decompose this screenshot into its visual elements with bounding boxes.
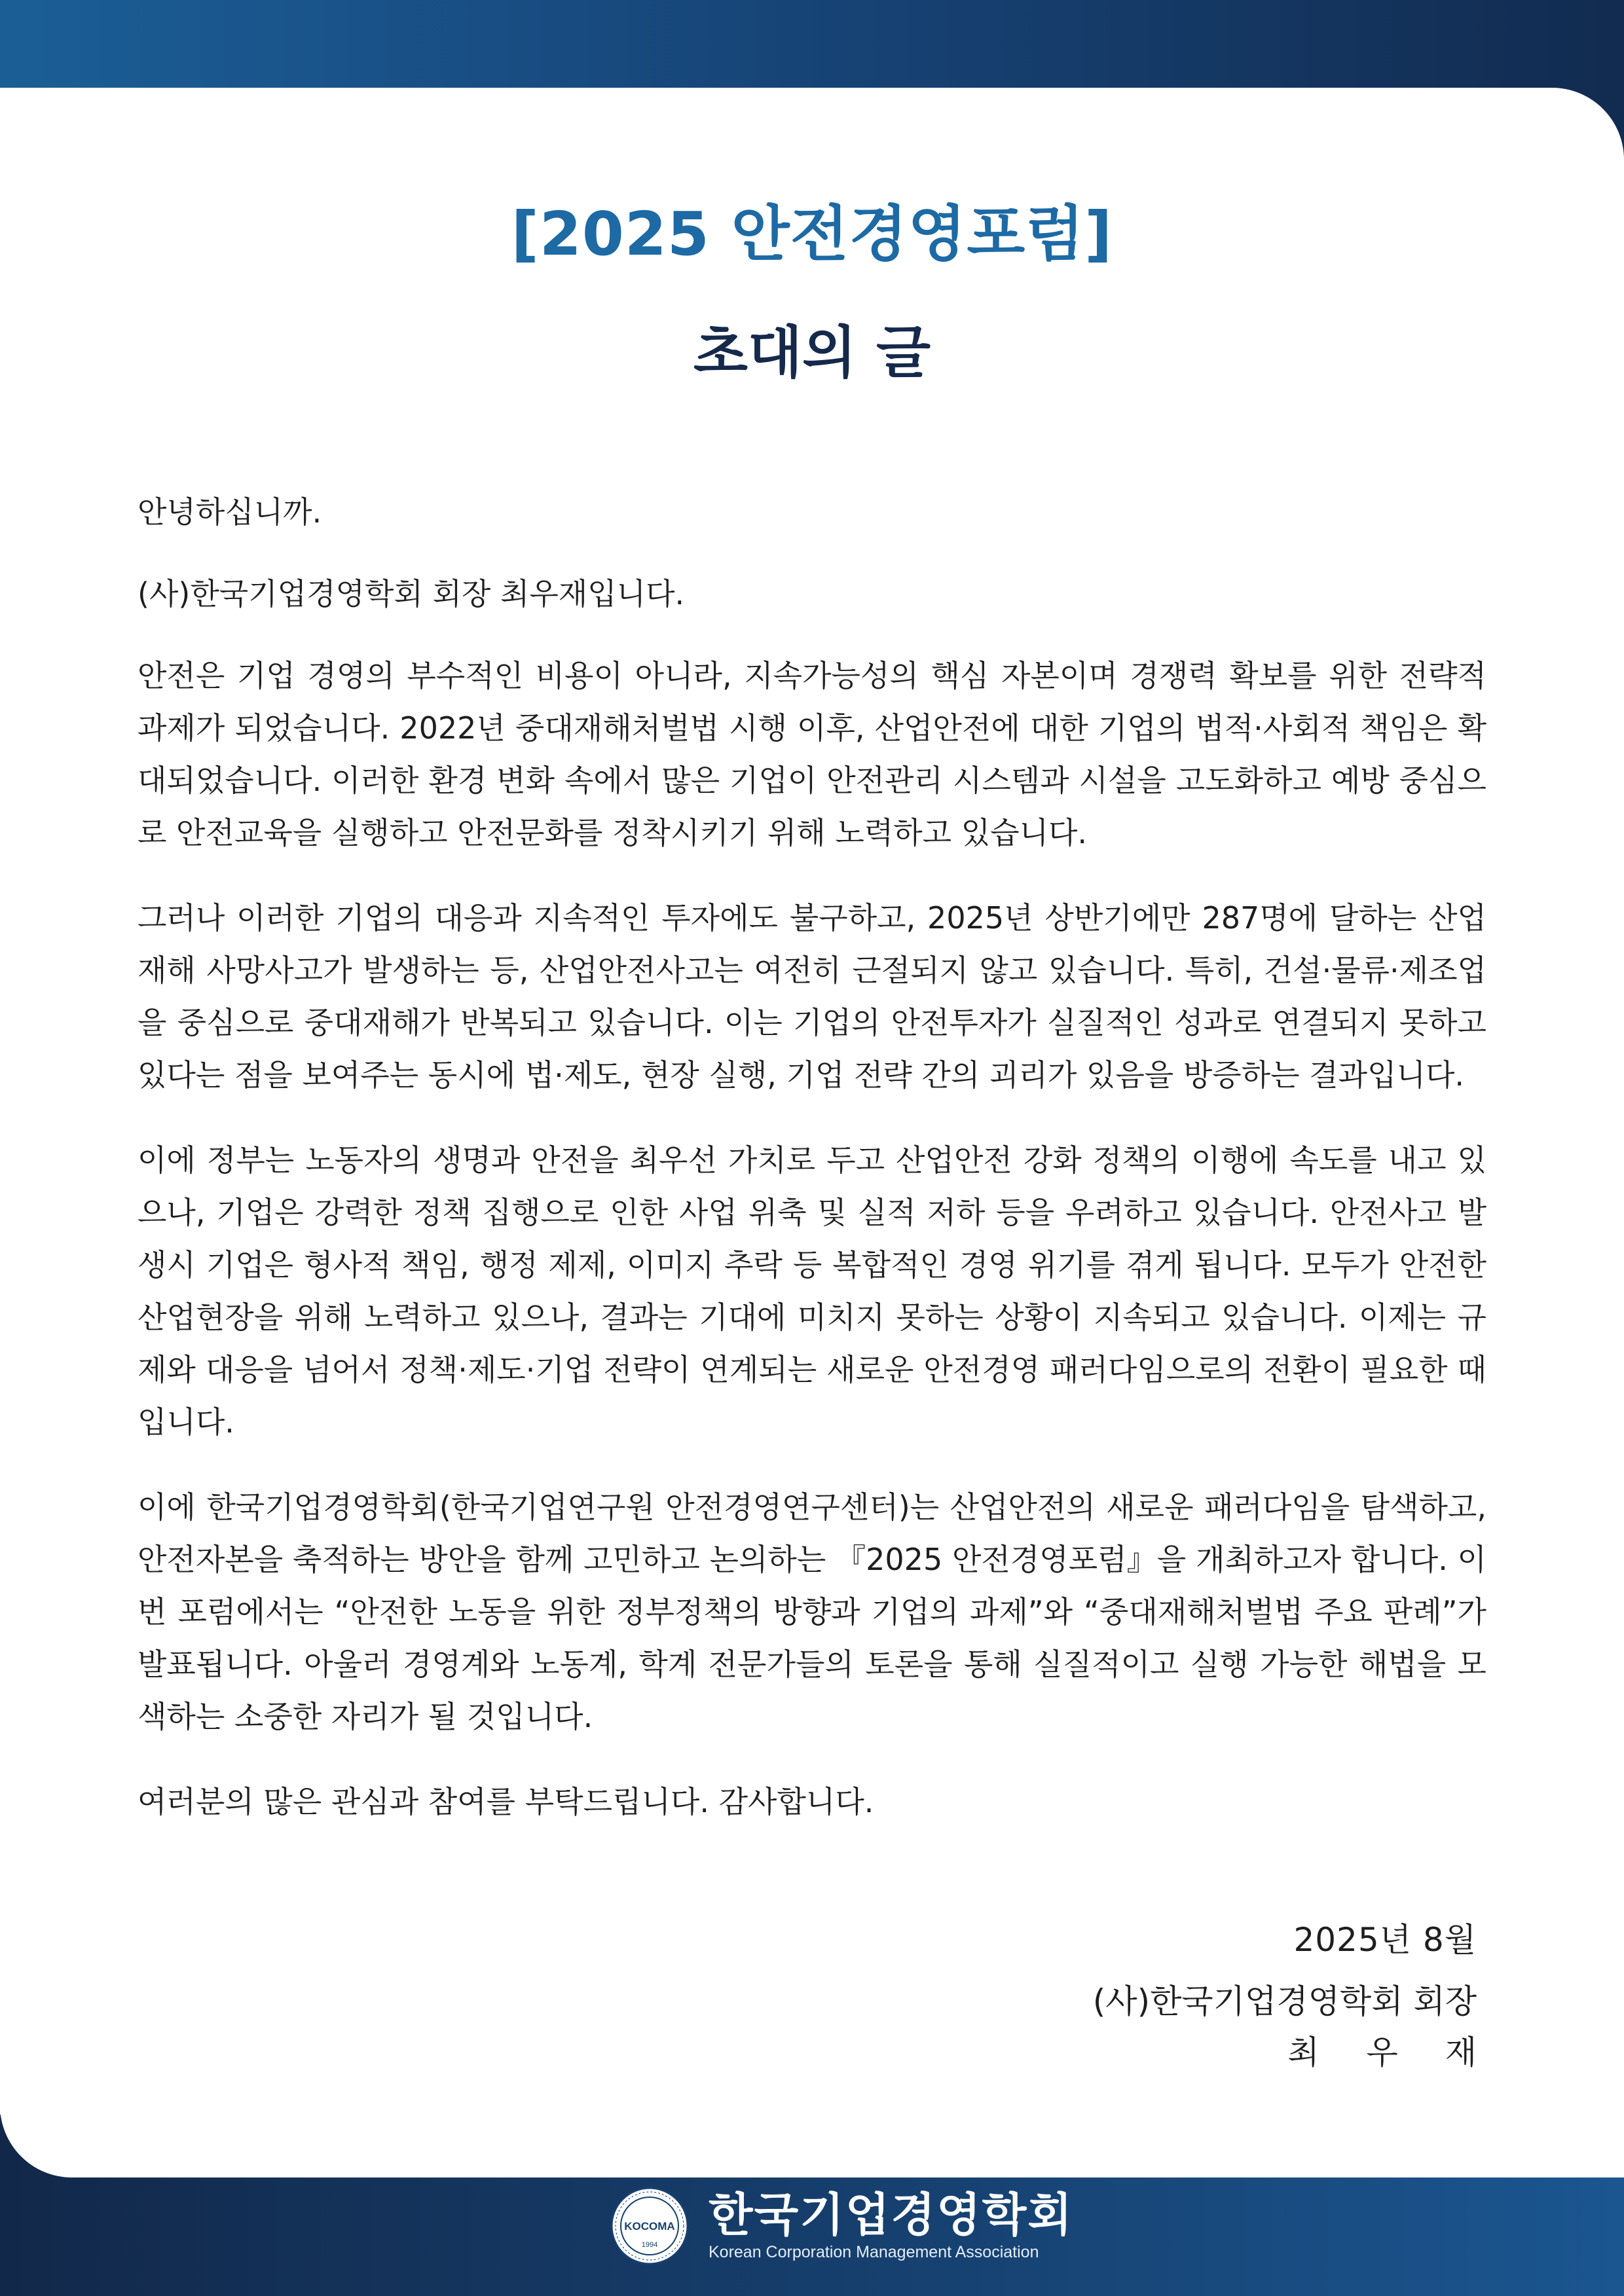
footer-brand-text [709,2189,1073,2263]
paragraph-2: 그러나 이러한 기업의 대응과 지속적인 투자에도 불구하고, 2025년 상반기에만 287명에 달하는 산업재해 사망사고가 발생하는 등, 산업안전사고는 여전히 근절되지 않고 있습니다. 특히, 건설·물류·제조업을 중심으로 중대재해가 반복되고 있습니다. 이는 기업의 안전투자가 실질적인 성과로 연결되지 못하고 있다는 점을 보여주는 동시에 법·제도, 현장 실행, 기업 전략 간의 괴리가 있음을 방증하는 결과입니다. [138,900,1486,1093]
seal-year: 1994 [641,2241,658,2249]
greeting: 안녕하십니까. [138,494,322,530]
organization-name-english: Korean Corporation Management Association [709,2243,1039,2261]
letter-body [138,486,1486,1861]
page-title: [2025 안전경영포럼] [511,199,1113,269]
organization-seal-icon [609,2185,690,2267]
organization-name-korean: 한국기업경영학회 [709,2188,1073,2242]
signature-block [851,1914,1495,2078]
paragraph-4: 이에 한국기업경영학회(한국기업연구원 안전경영연구센터)는 산업안전의 새로운 패러다임을 탐색하고, 안전자본을 축적하는 방안을 함께 고민하고 논의하는 『2025 안전경영포럼』을 개최하고자 합니다. 이번 포럼에서는 “안전한 노동을 위한 정부정책의 방향과 기업의 과제”와 “중대재해처벌법 주요 판례”가 발표됩니다. 아울러 경영계와 노동계, 학계 전문가들의 토론을 통해 실질적이고 실행 가능한 해법을 모색하는 소중한 자리가 될 것입니다. [138,1489,1486,1734]
page-subtitle: 초대의 글 [693,320,931,386]
intro-line: (사)한국기업경영학회 회장 최우재입니다. [138,576,685,611]
footer-brand [609,2180,1073,2272]
signature-name: 최 우 재 [1287,2033,1495,2071]
signature-position: (사)한국기업경영학회 회장 [1092,1982,1477,2020]
signature-date: 2025년 8월 [1293,1921,1477,1959]
paragraph-3: 이에 정부는 노동자의 생명과 안전을 최우선 가치로 두고 산업안전 강화 정책의 이행에 속도를 내고 있으나, 기업은 강력한 정책 집행으로 인한 사업 위축 및 실적 저하 등을 우려하고 있습니다. 안전사고 발생시 기업은 형사적 책임, 행정 제제, 이미지 추락 등 복합적인 경영 위기를 겪게 됩니다. 모두가 안전한 산업현장을 위해 노력하고 있으나, 결과는 기대에 미치지 못하는 상황이 지속되고 있습니다. 이제는 규제와 대응을 넘어서 정책·제도·기업 전략이 연계되는 새로운 안전경영 패러다임으로의 전환이 필요한 때입니다. [138,1142,1486,1440]
seal-text: KOCOMA [624,2220,675,2232]
closing-line: 여러분의 많은 관심과 참여를 부탁드립니다. 감사합니다. [138,1784,874,1819]
paragraph-1: 안전은 기업 경영의 부수적인 비용이 아니라, 지속가능성의 핵심 자본이며 경쟁력 확보를 위한 전략적 과제가 되었습니다. 2022년 중대재해처벌법 시행 이후, 산업안전에 대한 기업의 법적·사회적 책임은 확대되었습니다. 이러한 환경 변화 속에서 많은 기업이 안전관리 시스템과 시설을 고도화하고 예방 중심으로 안전교육을 실행하고 안전문화를 정착시키기 위해 노력하고 있습니다. [138,658,1486,850]
